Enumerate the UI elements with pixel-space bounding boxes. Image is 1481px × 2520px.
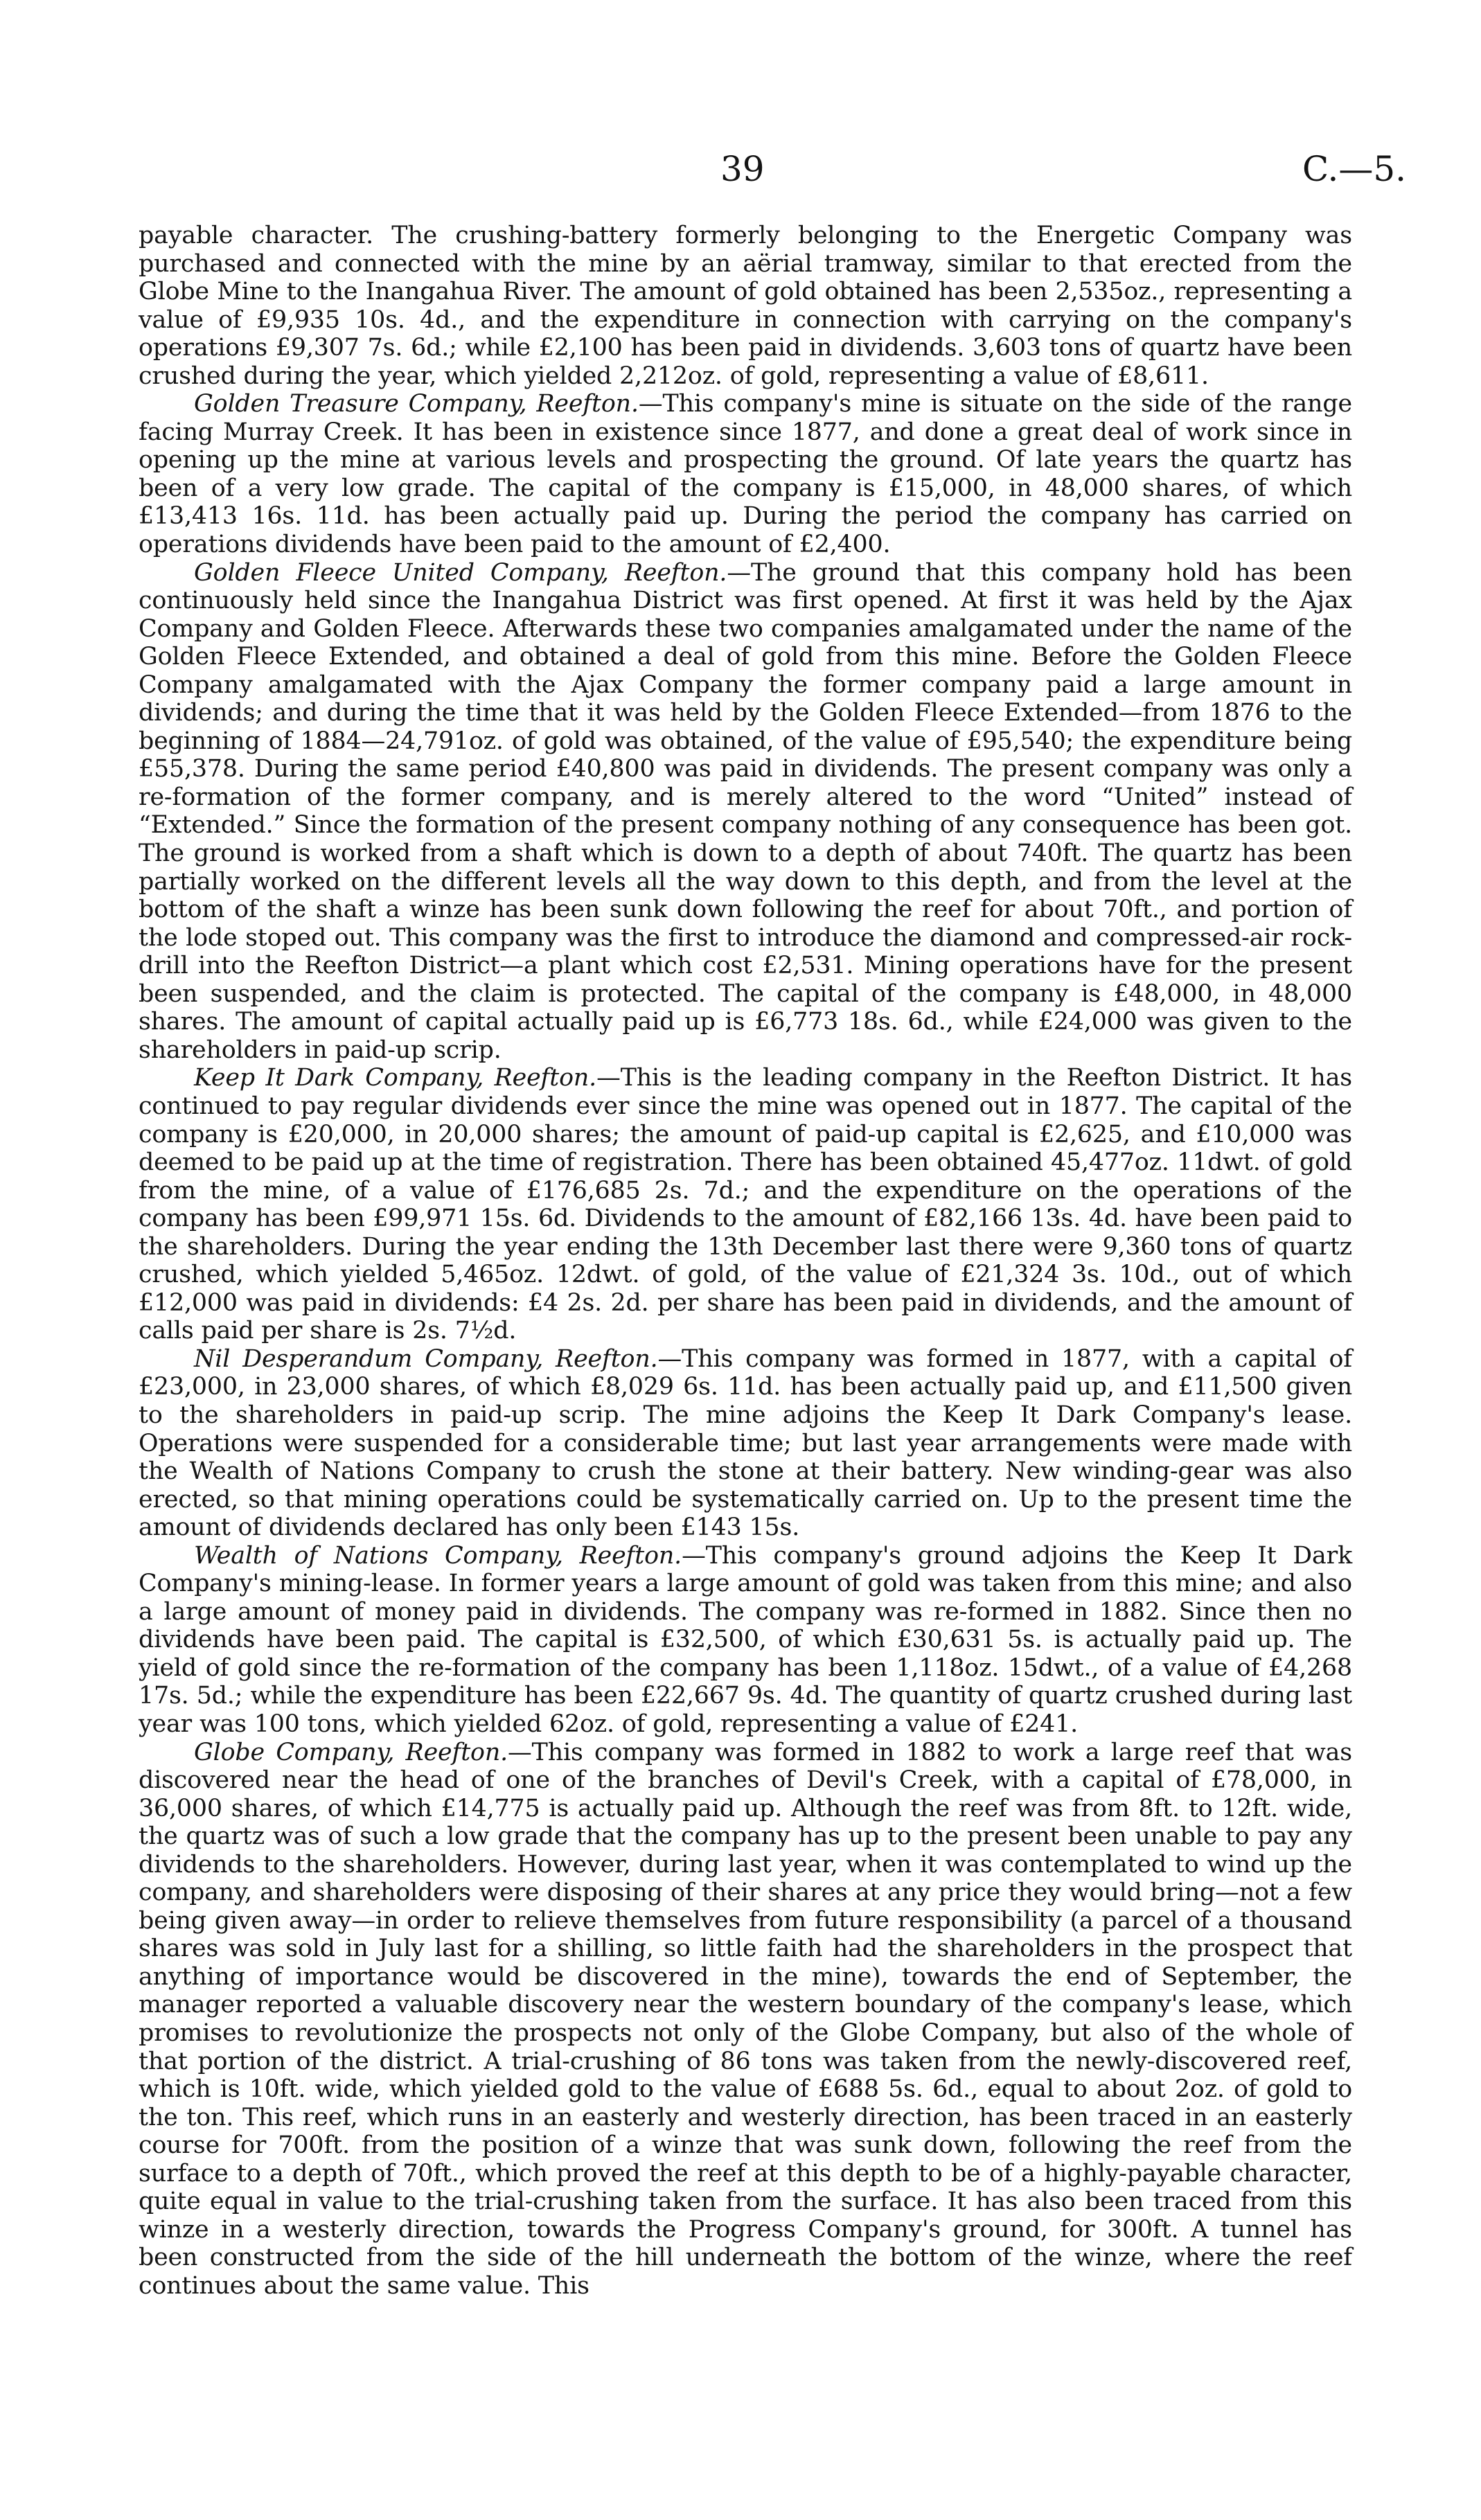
page-header (0, 148, 1481, 197)
paragraph-nil-desperandum (139, 1345, 1352, 1542)
paragraph-heading: Keep It Dark Company, Reefton. (194, 1064, 597, 1092)
paragraph-heading: Globe Company, Reefton. (194, 1738, 508, 1766)
paragraph-heading: Golden Treasure Company, Reefton. (194, 390, 639, 418)
paragraph-heading: Nil Desperandum Company, Reefton. (194, 1345, 658, 1373)
section-reference: C.—5. (1302, 149, 1407, 189)
paragraph-text: —This company's ground adjoins the Keep It Dark Company's mining-lease. In former years a large amount of gold was taken from this mine; and also a large amount of money paid in dividends. The company was re-formed in 1882. Since then no dividends have been paid. The capital is £32,500, of which £30,631 5s. is actually paid up. The yield of gold since the re-formation of the company has been 1,118oz. 15dwt., of a value of £4,268 17s. 5d.; while the expenditure has been £22,667 9s. 4d. The quantity of quartz crushed during last year was 100 tons, which yielded 62oz. of gold, representing a value of £241. (139, 1541, 1353, 1738)
paragraph-energetic-continuation (139, 222, 1352, 390)
paragraph-text: —The ground that this company hold has been continuously held since the Inangahua District was first opened. At first it was held by the Ajax Company and Golden Fleece. Afterwards these two companies amalgamated under the name of the Golden Fleece Extended, and obtained a deal of gold from this mine. Before the Golden Fleece Company amalgamated with the Ajax Company the former company paid a large amount in dividends; and during the time that it was held by the Golden Fleece Extended—from 1876 to the beginning of 1884—24,791oz. of gold was obtained, of the value of £95,540; the expenditure being £55,378. During the same period £40,800 was paid in dividends. The present company was only a re-formation of the former company, and is merely altered to the word “United” instead of “Extended.” Since the formation of the present company nothing of any consequence has been got. The ground is worked from a shaft which is down to a depth of about 740ft. The quartz has been partially worked on the different levels all the way down to this depth, and from the level at the bottom of the shaft a winze has been sunk down following the reef for about 70ft., and portion of the lode stoped out. This company was the first to introduce the diamond and compressed-air rock-drill into the Reefton District—a plant which cost £2,531. Mining operations have for the present been suspended, and the claim is protected. The capital of the company is £48,000, in 48,000 shares. The amount of capital actually paid up is £6,773 18s. 6d., while £24,000 was given to the shareholders in paid-up scrip. (139, 558, 1352, 1064)
paragraph-globe (139, 1739, 1352, 2300)
paragraph-wealth-of-nations (139, 1542, 1352, 1739)
page-number: 39 (720, 149, 765, 189)
paragraph-text: —This is the leading company in the Reefton District. It has continued to pay regular dividends ever since the mine was opened out in 1877. The capital of the company is £20,000, in 20,000 shares; the amount of paid-up capital is £2,625, and £10,000 was deemed to be paid up at the time of registration. There has been obtained 45,477oz. 11dwt. of gold from the mine, of a value of £176,685 2s. 7d.; and the expenditure on the operations of the company has been £99,971 15s. 6d. Dividends to the amount of £82,166 13s. 4d. have been paid to the shareholders. During the year ending the 13th December last there were 9,360 tons of quartz crushed, which yielded 5,465oz. 12dwt. of gold, of the value of £21,324 3s. 10d., out of which £12,000 was paid in dividends: £4 2s. 2d. per share has been paid in dividends, and the amount of calls paid per share is 2s. 7½d. (139, 1064, 1352, 1345)
paragraph-text: —This company was formed in 1882 to work a large reef that was discovered near the head of one of the branches of Devil's Creek, with a capital of £78,000, in 36,000 shares, of which £14,775 is actually paid up. Although the reef was from 8ft. to 12ft. wide, the quartz was of such a low grade that the company has up to the present been unable to pay any dividends to the shareholders. However, during last year, when it was contemplated to wind up the company, and shareholders were disposing of their shares at any price they would bring—not a few being given away—in order to relieve themselves from future responsibility (a parcel of a thousand shares was sold in July last for a shilling, so little faith had the shareholders in the prospect that anything of importance would be discovered in the mine), towards the end of September, the manager reported a valuable discovery near the western boundary of the company's lease, which promises to revolutionize the prospects not only of the Globe Company, but also of the whole of that portion of the district. A trial-crushing of 86 tons was taken from the newly-discovered reef, which is 10ft. wide, which yielded gold to the value of £688 5s. 6d., equal to about 2oz. of gold to the ton. This reef, which runs in an easterly and westerly direction, has been traced in an easterly course for 700ft. from the position of a winze that was sunk down, following the reef from the surface to a depth of 70ft., which proved the reef at this depth to be of a highly-payable character, quite equal in value to the trial-crushing taken from the surface. It has also been traced from this winze in a westerly direction, towards the Progress Company's ground, for 300ft. A tunnel has been constructed from the side of the hill underneath the bottom of the winze, where the reef continues about the same value. This (139, 1738, 1352, 2300)
paragraph-golden-treasure (139, 390, 1352, 558)
paragraph-text: —This company's mine is situate on the side of the range facing Murray Creek. It has been in existence since 1877, and done a great deal of work since in opening up the mine at various levels and prospecting the ground. Of late years the quartz has been of a very low grade. The capital of the company is £15,000, in 48,000 shares, of which £13,413 16s. 11d. has been actually paid up. During the period the company has carried on operations dividends have been paid to the amount of £2,400. (139, 390, 1352, 559)
paragraph-text: —This company was formed in 1877, with a capital of £23,000, in 23,000 shares, of which £8,029 6s. 11d. has been actually paid up, and £11,500 given to the shareholders in paid-up scrip. The mine adjoins the Keep It Dark Company's lease. Operations were suspended for a considerable time; but last year arrangements were made with the Wealth of Nations Company to crush the stone at their battery. New winding-gear was also erected, so that mining operations could be systematically carried on. Up to the present time the amount of dividends declared has only been £143 15s. (139, 1345, 1352, 1542)
paragraph-keep-it-dark (139, 1064, 1352, 1345)
paragraph-heading: Golden Fleece United Company, Reefton. (194, 558, 727, 587)
body-text (139, 222, 1352, 2300)
paragraph-heading: Wealth of Nations Company, Reefton. (194, 1541, 682, 1570)
paragraph-text: payable character. The crushing-battery formerly belonging to the Energetic Company was purchased and connected with the mine by an aërial tramway, similar to that erected from the Globe Mine to the Inangahua River. The amount of gold obtained has been 2,535oz., representing a value of £9,935 10s. 4d., and the expenditure in connection with carrying on the company's operations £9,307 7s. 6d.; while £2,100 has been paid in dividends. 3,603 tons of quartz have been crushed during the year, which yielded 2,212oz. of gold, representing a value of £8,611. (139, 222, 1352, 390)
paragraph-golden-fleece-united (139, 559, 1352, 1065)
